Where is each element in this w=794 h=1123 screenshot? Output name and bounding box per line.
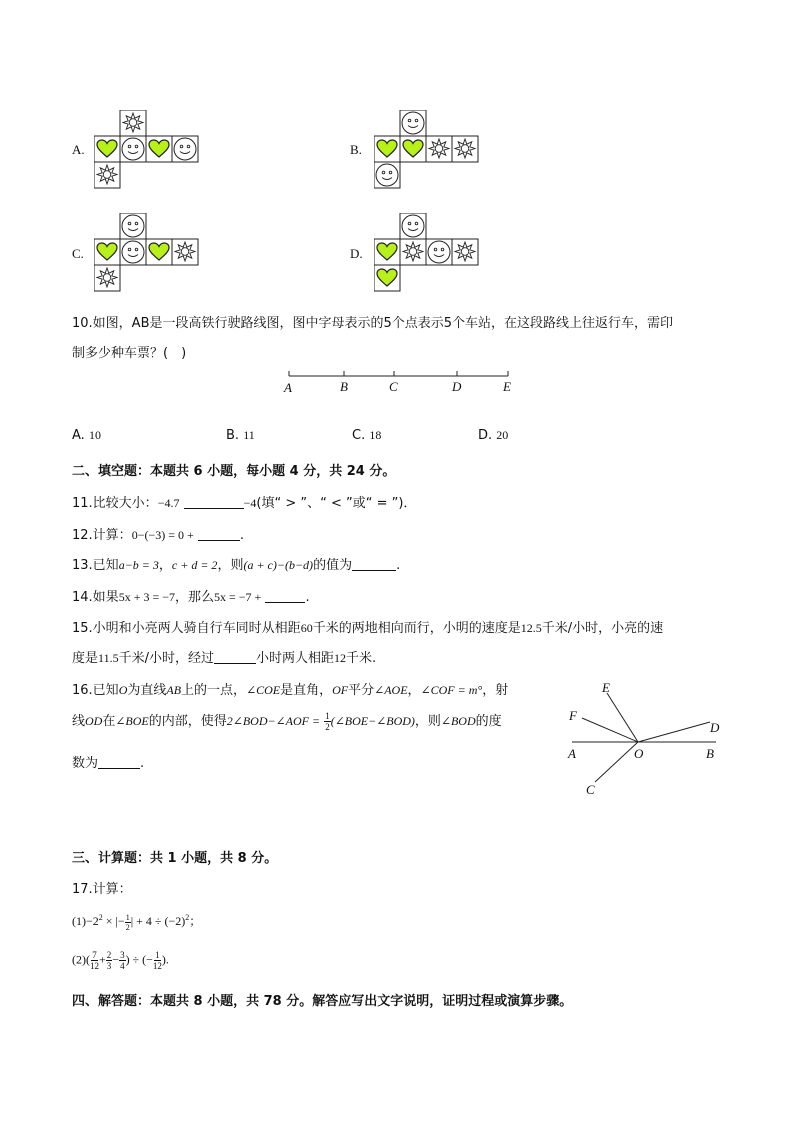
heart-icon — [377, 269, 397, 286]
sun-icon — [403, 242, 423, 261]
ray-d-label: D — [710, 720, 720, 735]
heart-icon — [377, 140, 397, 157]
question-11: 11.比较大小：−4.7 −4(填“ > ”、“ < ”或“ = ”)． — [72, 496, 417, 511]
heart-icon — [97, 140, 117, 157]
sun-icon — [97, 165, 117, 184]
angle-diagram — [562, 678, 732, 800]
question-17-title: 17.计算： — [72, 882, 132, 897]
question-12: 12.计算：0−(−3) = 0 + . — [72, 528, 245, 543]
question-16-line1: 16.已知O为直线AB上的一点，∠COE是直角，OF平分∠AOE，∠COF = m°，射 — [72, 683, 509, 698]
q10-option-a: A. 10 — [72, 428, 101, 443]
fraction: $\frac{1}{2}$ — [125, 912, 130, 932]
point-d-label: D — [452, 379, 462, 394]
question-17-part1: $(1)-2^2$ × |− $\frac{1}{2}$ | + $4 \div (-2)^2$； — [72, 912, 202, 932]
q10-option-c: C. 18 — [352, 428, 382, 443]
option-d-label: D. — [350, 246, 363, 261]
question-16-line3: 数为 . — [72, 756, 145, 771]
heart-icon — [403, 140, 423, 157]
answer-blank — [214, 650, 256, 664]
fraction: $\frac{1}{2}$ — [325, 711, 330, 732]
q10-option-b: B. 11 — [226, 428, 255, 443]
answer-blank — [198, 527, 240, 541]
sun-icon — [455, 139, 475, 158]
smiley-icon — [376, 164, 398, 186]
answer-blank — [98, 755, 140, 769]
cube-net-b — [374, 110, 484, 190]
point-b-label: B — [340, 379, 348, 394]
q10-stem-line1: 10.如图，AB是一段高铁行驶路线图，图中字母表示的5个点表示5个车站，在这段路线上往返行车，需印 — [72, 316, 674, 331]
point-o-label: O — [634, 746, 644, 761]
answer-blank — [265, 589, 305, 603]
option-c-label: C. — [72, 246, 84, 261]
question-17-part2: (2)( $\frac{7}{12}$ + $\frac{2}{3}$ − $\frac{3}{4}$ ) ÷ (− $\frac{1}{12}$ ). — [72, 950, 169, 971]
smiley-icon — [122, 215, 144, 237]
heart-icon — [149, 140, 169, 157]
point-c-label: C — [389, 379, 398, 394]
sun-icon — [97, 268, 117, 287]
sun-icon — [123, 113, 143, 132]
cube-net-d — [374, 213, 484, 293]
point-b-label: B — [706, 746, 714, 761]
section-2-heading: 二、填空题：本题共 6 小题，每小题 4 分，共 24 分。 — [72, 464, 396, 479]
sun-icon — [455, 242, 475, 261]
question-15-line1: 15.小明和小亮两人骑自行车同时从相距60千米的两地相向而行，小明的速度是12.5千米/小时，小亮的速 — [72, 621, 664, 636]
railway-line-diagram — [280, 364, 520, 398]
point-a-label: A — [568, 746, 576, 761]
option-a-label: A. — [72, 142, 85, 157]
option-b-label: B. — [350, 142, 362, 157]
ray-c-label: C — [586, 782, 595, 797]
smiley-icon — [174, 138, 196, 160]
heart-icon — [377, 243, 397, 260]
smiley-icon — [122, 241, 144, 263]
answer-blank — [352, 557, 396, 571]
question-15-line2: 度是11.5千米/小时，经过 小时两人相距12千米. — [72, 651, 377, 666]
sun-icon — [429, 139, 449, 158]
fraction: $\frac{2}{3}$ — [106, 950, 112, 971]
fraction: $\frac{1}{12}$ — [152, 950, 162, 971]
point-a-label: A — [284, 380, 292, 395]
fraction: $\frac{7}{12}$ — [90, 950, 99, 971]
heart-icon — [97, 243, 117, 260]
section-4-heading: 四、解答题：本题共 8 小题，共 78 分。解答应写出文字说明，证明过程或演算步骤。 — [72, 994, 573, 1009]
q10-option-d: D. 20 — [478, 428, 509, 443]
smiley-icon — [428, 241, 450, 263]
fraction: $\frac{3}{4}$ — [120, 950, 125, 971]
question-16-line2: 线OD在∠BOE的内部，使得2∠BOD−∠AOF = $\frac{1}{2}$ (∠BOE−∠BOD)，则∠BOD的度 — [72, 711, 502, 732]
section-3-heading: 三、计算题：共 1 小题，共 8 分。 — [72, 851, 278, 866]
sun-icon — [175, 242, 195, 261]
answer-blank — [184, 495, 244, 509]
smiley-icon — [122, 138, 144, 160]
question-14: 14.如果5x + 3 = −7，那么5x = −7 + . — [72, 590, 310, 605]
point-e-label: E — [503, 379, 511, 394]
question-13: 13.已知a−b = 3，c + d = 2，则(a + c)−(b−d)的值为 . — [72, 558, 401, 573]
ray-f-label: F — [569, 708, 577, 723]
smiley-icon — [402, 215, 424, 237]
q10-stem-line2: 制多少种车票？( ) — [72, 346, 187, 361]
ray-e-label: E — [602, 680, 610, 695]
heart-icon — [149, 243, 169, 260]
cube-net-c — [94, 213, 204, 293]
smiley-icon — [402, 112, 424, 134]
cube-net-a — [94, 110, 204, 190]
